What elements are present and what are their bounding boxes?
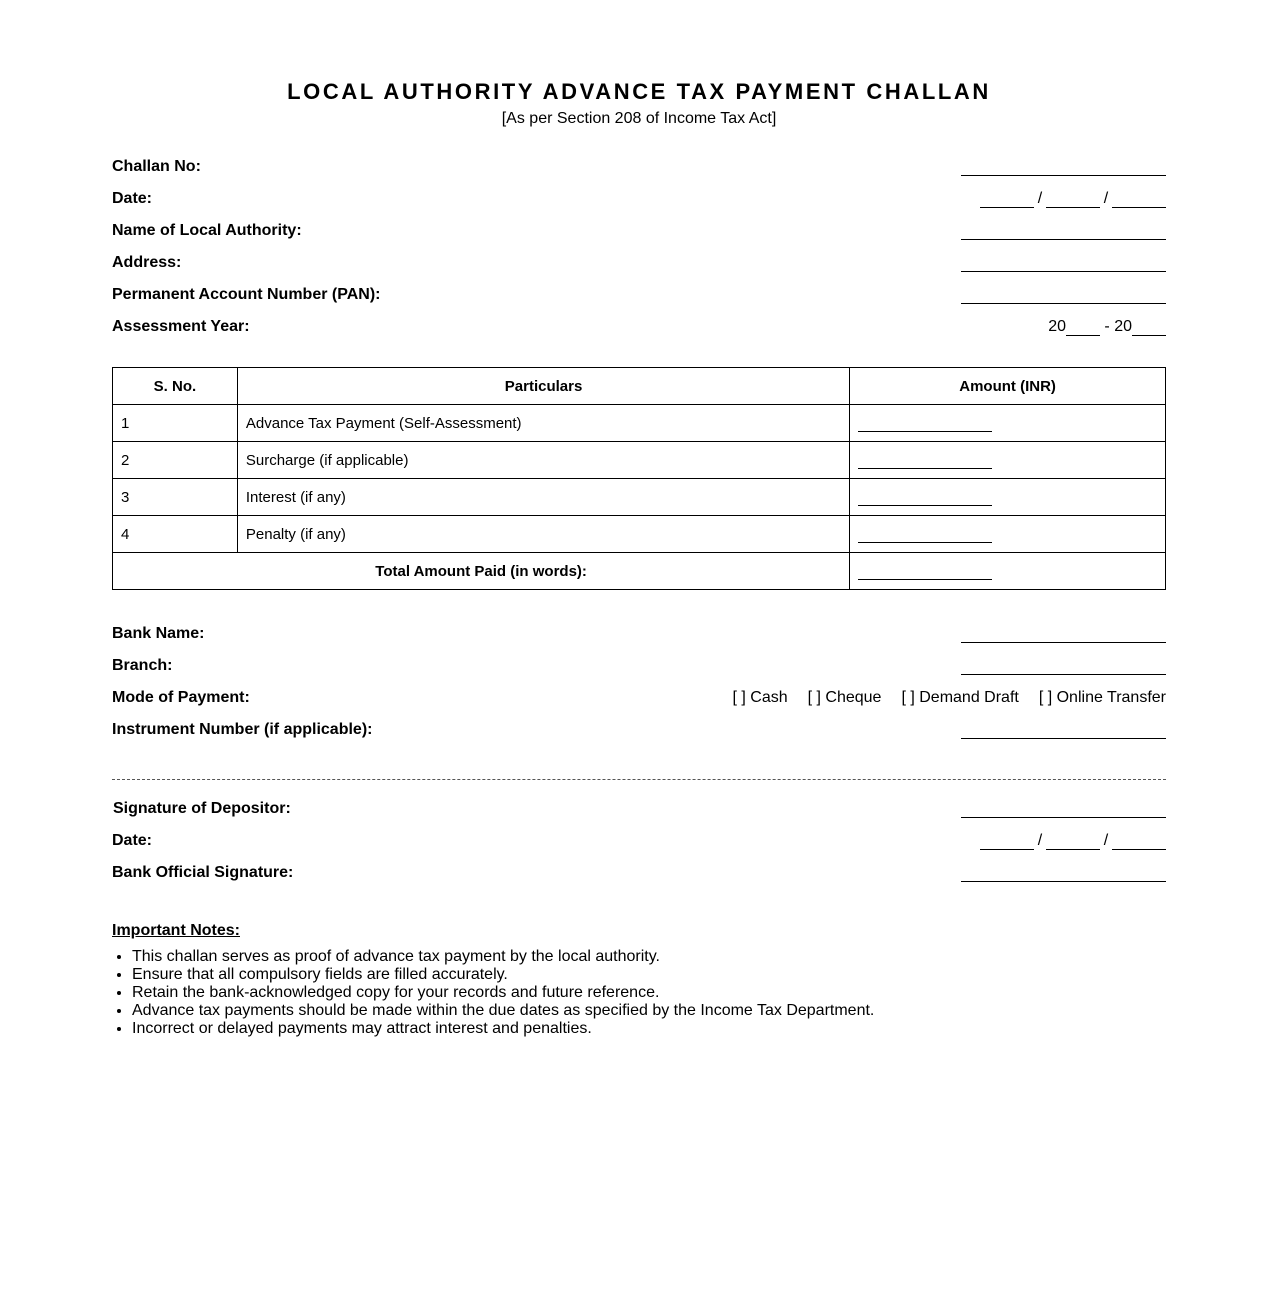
- list-item: • Retain the bank-acknowledged copy for your records and future reference.: [132, 984, 874, 1002]
- row-particular: Surcharge (if applicable): [237, 442, 849, 479]
- bank-name-row: [112, 625, 1166, 647]
- authority-name-blank[interactable]: [961, 239, 1166, 240]
- table-row: [113, 442, 1166, 479]
- bank-official-signature-row: [112, 864, 1166, 886]
- row-particular: Penalty (if any): [237, 516, 849, 553]
- row-amount[interactable]: [850, 405, 1166, 442]
- depositor-signature-blank[interactable]: [961, 817, 1166, 818]
- signature-date-blanks[interactable]: [980, 832, 1166, 850]
- list-item: • Advance tax payments should be made within the due dates as specified by the Income Tax Department.: [132, 1002, 874, 1020]
- col-header-sno: S. No.: [113, 368, 238, 405]
- pan-blank[interactable]: [961, 303, 1166, 304]
- notes-title: Important Notes:: [112, 922, 240, 939]
- row-sno: 3: [113, 479, 238, 516]
- address-row: [112, 254, 1166, 276]
- mode-demand-draft-checkbox[interactable]: [ ] Demand Draft: [901, 689, 1019, 706]
- branch-row: [112, 657, 1166, 679]
- list-item: • This challan serves as proof of advance tax payment by the local authority.: [132, 948, 874, 966]
- ay-end-blank[interactable]: [1132, 319, 1166, 336]
- date-year-blank[interactable]: [1112, 833, 1166, 850]
- date-day-blank[interactable]: [980, 833, 1034, 850]
- col-header-particulars: Particulars: [237, 368, 849, 405]
- assessment-year-row: [112, 318, 1166, 340]
- assessment-year-label: Assessment Year:: [112, 318, 250, 335]
- row-sno: 4: [113, 516, 238, 553]
- bank-official-signature-blank[interactable]: [961, 881, 1166, 882]
- row-amount[interactable]: [850, 442, 1166, 479]
- section-divider: [112, 779, 1166, 780]
- pan-label: Permanent Account Number (PAN):: [112, 286, 381, 303]
- instrument-blank[interactable]: [961, 738, 1166, 739]
- mode-cheque-checkbox[interactable]: [ ] Cheque: [807, 689, 882, 706]
- date-separator: /: [1103, 832, 1109, 849]
- date-separator: /: [1103, 190, 1109, 207]
- ay-start-blank[interactable]: [1066, 319, 1100, 336]
- notes-list: [112, 948, 874, 1038]
- table-row: [113, 405, 1166, 442]
- date-blanks[interactable]: [980, 190, 1166, 208]
- date-day-blank[interactable]: [980, 191, 1034, 208]
- page-title: LOCAL AUTHORITY ADVANCE TAX PAYMENT CHALLAN: [287, 79, 991, 104]
- amount-blank[interactable]: [858, 528, 992, 543]
- row-particular: Advance Tax Payment (Self-Assessment): [237, 405, 849, 442]
- row-amount[interactable]: [850, 516, 1166, 553]
- total-amount-blank[interactable]: [858, 565, 992, 580]
- table-row: [113, 516, 1166, 553]
- branch-label: Branch:: [112, 657, 173, 674]
- date-year-blank[interactable]: [1112, 191, 1166, 208]
- address-label: Address:: [112, 254, 182, 271]
- date-row: [112, 190, 1166, 212]
- col-header-amount: Amount (INR): [850, 368, 1166, 405]
- row-particular: Interest (if any): [237, 479, 849, 516]
- list-item: • Incorrect or delayed payments may attract interest and penalties.: [132, 1020, 874, 1038]
- depositor-signature-label: Signature of Depositor:: [113, 800, 291, 817]
- amount-blank[interactable]: [858, 417, 992, 432]
- depositor-signature-row: [112, 800, 1166, 822]
- ay-separator: - 20: [1099, 318, 1132, 335]
- payment-mode-options: [712, 689, 1166, 707]
- list-item: • Ensure that all compulsory fields are filled accurately.: [132, 966, 874, 984]
- instrument-label: Instrument Number (if applicable):: [112, 721, 373, 738]
- mode-cash-checkbox[interactable]: [ ] Cash: [732, 689, 788, 706]
- row-sno: 2: [113, 442, 238, 479]
- date-month-blank[interactable]: [1046, 833, 1100, 850]
- authority-name-label: Name of Local Authority:: [112, 222, 302, 239]
- total-label: Total Amount Paid (in words):: [113, 553, 850, 590]
- date-separator: /: [1037, 832, 1043, 849]
- branch-blank[interactable]: [961, 674, 1166, 675]
- payment-mode-row: [112, 689, 1166, 711]
- bank-name-blank[interactable]: [961, 642, 1166, 643]
- instrument-row: [112, 721, 1166, 743]
- total-row: [113, 553, 1166, 590]
- challan-no-row: [112, 158, 1166, 180]
- bank-name-label: Bank Name:: [112, 625, 205, 642]
- page-subtitle: [As per Section 208 of Income Tax Act]: [501, 110, 777, 127]
- payment-mode-label: Mode of Payment:: [112, 689, 250, 706]
- row-amount[interactable]: [850, 479, 1166, 516]
- assessment-year-blanks[interactable]: [1048, 318, 1166, 336]
- ay-prefix: 20: [1048, 318, 1066, 335]
- amount-blank[interactable]: [858, 454, 992, 469]
- pan-row: [112, 286, 1166, 308]
- signature-date-label: Date:: [112, 832, 153, 849]
- date-label: Date:: [112, 190, 153, 207]
- address-blank[interactable]: [961, 271, 1166, 272]
- challan-no-blank[interactable]: [961, 175, 1166, 176]
- signature-date-row: [112, 832, 1166, 854]
- date-month-blank[interactable]: [1046, 191, 1100, 208]
- bank-official-signature-label: Bank Official Signature:: [112, 864, 294, 881]
- date-separator: /: [1037, 190, 1043, 207]
- total-amount[interactable]: [850, 553, 1166, 590]
- mode-online-transfer-checkbox[interactable]: [ ] Online Transfer: [1038, 689, 1166, 706]
- table-header-row: [113, 368, 1166, 405]
- amount-blank[interactable]: [858, 491, 992, 506]
- challan-no-label: Challan No:: [112, 158, 201, 175]
- authority-name-row: [112, 222, 1166, 244]
- table-row: [113, 479, 1166, 516]
- particulars-table: [112, 367, 1166, 590]
- row-sno: 1: [113, 405, 238, 442]
